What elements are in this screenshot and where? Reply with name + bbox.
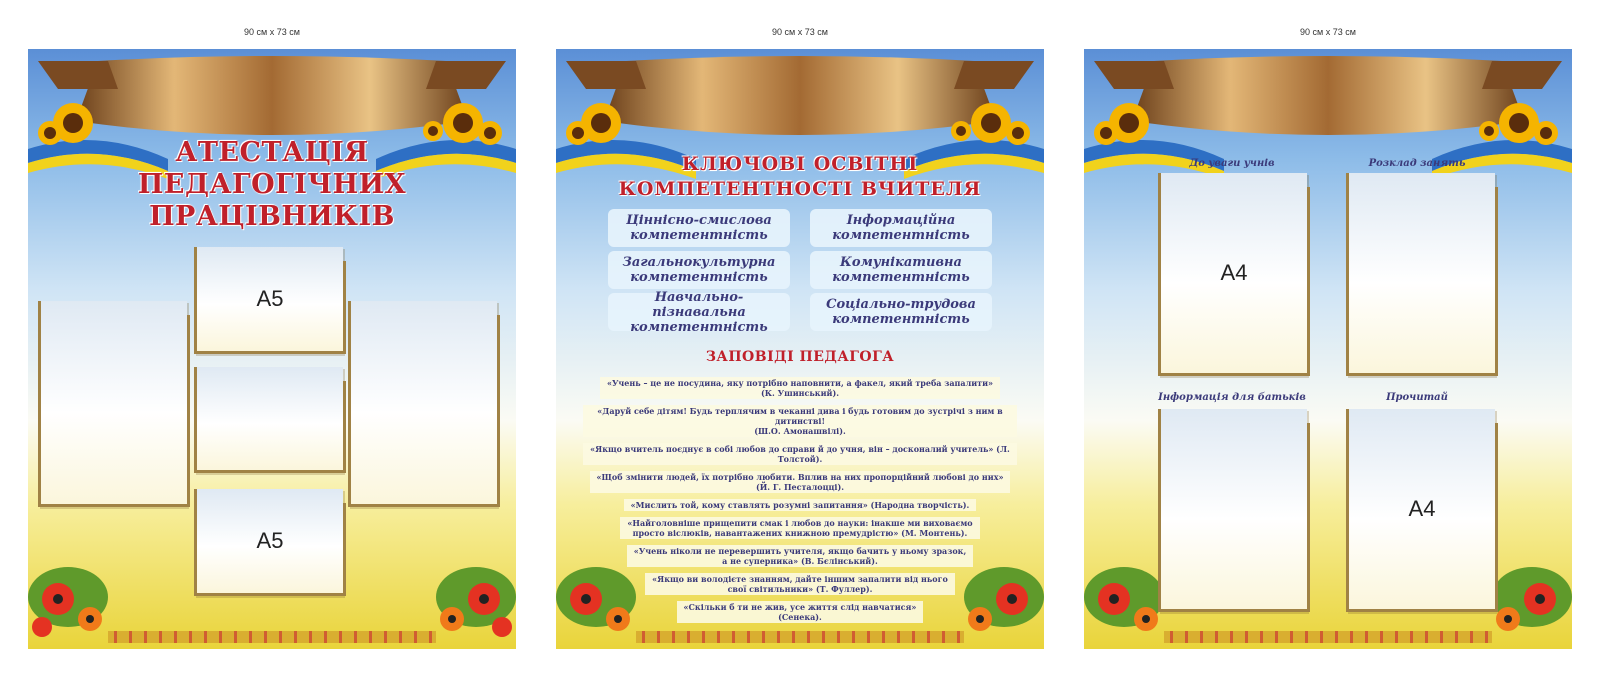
quote-author: (Й. Г. Песталоцці). [755, 482, 845, 492]
competency-word: компетентність [832, 312, 970, 327]
board-attestation [28, 49, 516, 649]
quote-text: «Мислить той, кому ставлять розумні запитання» (Народна творчість). [630, 500, 970, 510]
pocket-label: A4 [1220, 260, 1248, 285]
pocket-right [348, 301, 497, 507]
quote-item [583, 405, 1017, 437]
quote-text: «Найголовніше прищепити смак і любов до науки: інакше ми виховаємо [627, 518, 973, 528]
competency-name: Ціннісно-смислова [626, 213, 772, 228]
poppy-flowers-right-icon [1492, 567, 1572, 631]
competency-name: Загальнокультурна [622, 255, 776, 270]
poppy-flowers-left-icon [1084, 567, 1164, 631]
quote-item [645, 573, 955, 595]
competency-card [608, 251, 790, 289]
competency-word: компетентність [630, 228, 768, 243]
pocket-a4-top-right [1346, 173, 1495, 376]
competency-card [810, 293, 992, 331]
competency-name: Соціально-трудова [826, 297, 976, 312]
quotes-list [556, 377, 1044, 623]
quote-author: (Сенека). [778, 612, 822, 622]
quote-item [627, 545, 973, 567]
poppy-flowers-right-icon [436, 567, 516, 637]
quote-item [624, 499, 977, 511]
competency-name: Інформаційна [846, 213, 956, 228]
pocket-a5-top [194, 247, 343, 354]
board-1-title [28, 137, 516, 233]
quote-text: «Щоб змінити людей, їх потрібно любити. Вплив на них пропорційний любові до них» [596, 472, 1004, 482]
quote-item [583, 443, 1017, 465]
quote-item [590, 471, 1011, 493]
title-line: ПЕДАГОГІЧНИХ [137, 169, 407, 200]
board-competencies [556, 49, 1044, 649]
quote-item [600, 377, 1000, 399]
title-line: КЛЮЧОВІ ОСВІТНІ [681, 153, 919, 175]
sunflower-left-icon [1094, 103, 1149, 145]
competency-card [810, 251, 992, 289]
bottom-ornament [108, 631, 436, 643]
competency-name: Комунікативна [840, 255, 962, 270]
title-line: ПРАЦІВНИКІВ [149, 201, 395, 232]
quote-author: а не суперника» (В. Бєлінський). [722, 556, 878, 566]
quote-text: «Скільки б ти не жив, усе життя слід навчатися» [683, 602, 917, 612]
heading-read: Прочитай [1386, 392, 1448, 403]
board-info [1084, 49, 1572, 649]
quote-text: «Якщо вчитель поєднує в собі любов до справи й до учня, він – досконалий учитель» (Л. Толстой). [590, 444, 1010, 464]
competency-word: компетентність [832, 270, 970, 285]
quote-text: «Учень – це не посудина, яку потрібно наповнити, а факел, який треба запалити» [606, 378, 994, 388]
bottom-ornament [1164, 631, 1492, 643]
pocket-a5-bottom [194, 489, 343, 596]
heading-for-students: До уваги учнів [1189, 158, 1275, 169]
competency-word: компетентність [630, 319, 768, 335]
title-line: КОМПЕТЕНТНОСТІ ВЧИТЕЛЯ [618, 178, 982, 200]
bottom-ornament [636, 631, 964, 643]
quote-text: «Учень ніколи не перевершить учителя, якщо бачить у ньому зразок, [633, 546, 967, 556]
board-3-size-label: 90 см х 73 см [1300, 27, 1356, 37]
heading-schedule: Розклад занять [1368, 158, 1466, 169]
pocket-left [38, 301, 187, 507]
poppy-flowers-left-icon [28, 567, 108, 637]
competency-card [608, 209, 790, 247]
competency-word: компетентність [630, 270, 768, 285]
pocket-a4-bottom-left [1158, 409, 1307, 612]
pocket-label: A4 [1408, 496, 1436, 521]
pocket-label: A5 [256, 286, 284, 311]
board-2-size-label: 90 см х 73 см [772, 27, 828, 37]
quote-author: свої світильники» (Т. Фуллер). [727, 584, 873, 594]
competency-card [608, 289, 790, 335]
heading-for-parents: Інформація для батьків [1158, 392, 1306, 403]
title-line: АТЕСТАЦІЯ [175, 137, 369, 168]
pocket-a4-bottom-right [1346, 409, 1495, 612]
sunflower-left-icon [566, 103, 621, 145]
quote-author: просто віслюків, навантажених книжною премудрістю» (М. Монтень). [632, 528, 968, 538]
pocket-a4-top-left [1158, 173, 1307, 376]
pocket-label: A5 [256, 528, 284, 553]
competency-name: Навчально-пізнавальна [652, 289, 746, 320]
competency-card [810, 209, 992, 247]
quote-text: «Даруй себе дітям! Будь терплячим в чеканні дива і будь готовим до зустрічі з ним в дитинстві! [597, 406, 1003, 426]
quote-text: «Якщо ви володієте знанням, дайте іншим запалити від нього [652, 574, 948, 584]
board-2-title [556, 152, 1044, 202]
competency-word: компетентність [832, 228, 970, 243]
board-1-size-label: 90 см х 73 см [244, 27, 300, 37]
quote-item [677, 601, 924, 623]
commandments-title: ЗАПОВІДІ ПЕДАГОГА [705, 349, 895, 365]
pocket-middle [194, 367, 343, 473]
quote-author: (Ш.О. Амонашвілі). [754, 426, 846, 436]
quote-item [620, 517, 979, 539]
quote-author: (К. Ушинський). [760, 388, 840, 398]
